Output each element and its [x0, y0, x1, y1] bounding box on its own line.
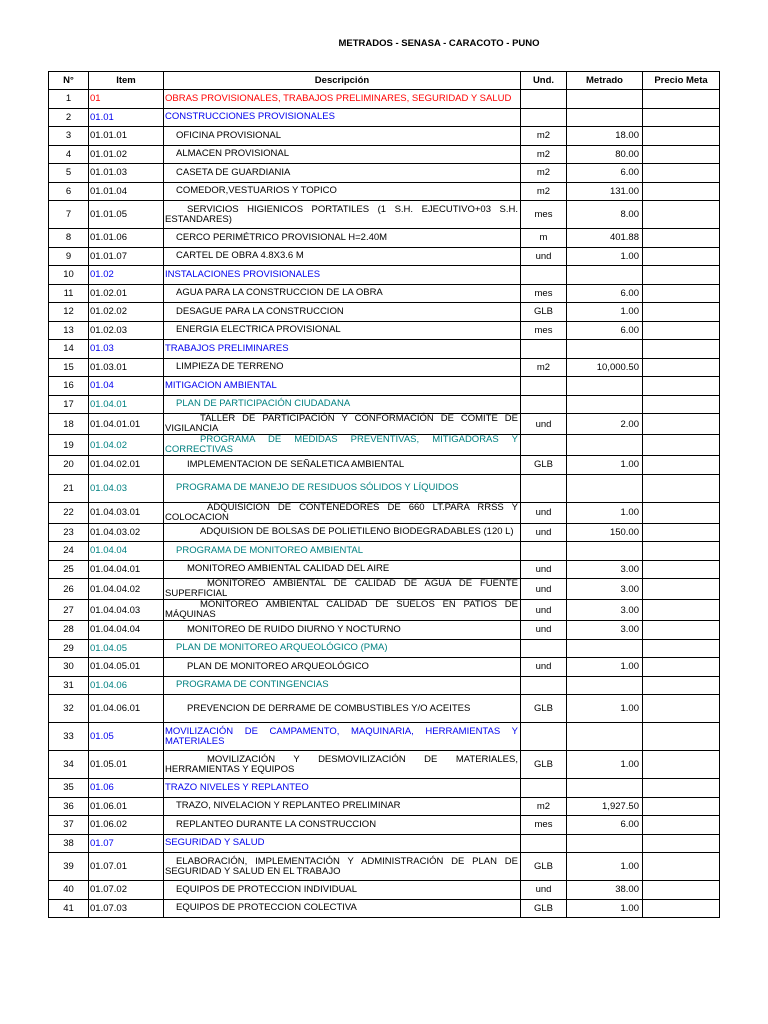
row-metrado	[567, 542, 643, 561]
row-item-code: 01.04.02.01	[89, 456, 164, 475]
row-description: PREVENCION DE DERRAME DE COMBUSTIBLES Y/O ACEITES	[164, 695, 521, 723]
row-description: TRAZO, NIVELACION Y REPLANTEO PRELIMINAR	[164, 797, 521, 816]
row-metrado: 3.00	[567, 560, 643, 579]
row-metrado: 3.00	[567, 579, 643, 600]
row-metrado: 6.00	[567, 321, 643, 340]
row-precio-meta	[643, 639, 720, 658]
row-item-code: 01.04.01.01	[89, 414, 164, 435]
row-metrado	[567, 435, 643, 456]
row-unit	[521, 834, 567, 853]
row-precio-meta	[643, 816, 720, 835]
row-description: ENERGIA ELECTRICA PROVISIONAL	[164, 321, 521, 340]
table-row	[49, 474, 720, 502]
row-number: 19	[49, 435, 89, 456]
row-precio-meta	[643, 358, 720, 377]
row-precio-meta	[643, 377, 720, 396]
row-description: PROGRAMA DE MEDIDAS PREVENTIVAS, MITIGADORAS Y CORRECTIVAS	[164, 435, 521, 456]
table-row	[49, 395, 720, 414]
row-number: 6	[49, 182, 89, 201]
row-number: 36	[49, 797, 89, 816]
row-number: 7	[49, 201, 89, 229]
table-row	[49, 145, 720, 164]
row-item-code: 01.02.01	[89, 284, 164, 303]
row-number: 16	[49, 377, 89, 396]
row-description: CERCO PERIMÉTRICO PROVISIONAL H=2.40M	[164, 229, 521, 248]
row-precio-meta	[643, 542, 720, 561]
table-row	[49, 542, 720, 561]
row-metrado	[567, 340, 643, 359]
row-precio-meta	[643, 414, 720, 435]
row-item-code: 01.07.02	[89, 881, 164, 900]
row-item-code: 01.01.02	[89, 145, 164, 164]
row-precio-meta	[643, 751, 720, 779]
row-metrado	[567, 779, 643, 798]
row-number: 14	[49, 340, 89, 359]
row-metrado	[567, 474, 643, 502]
row-metrado: 1.00	[567, 695, 643, 723]
table-row	[49, 164, 720, 183]
row-item-code: 01.06.01	[89, 797, 164, 816]
row-description: PLAN DE MONITOREO ARQUEOLÓGICO (PMA)	[164, 639, 521, 658]
row-number: 2	[49, 108, 89, 127]
row-precio-meta	[643, 145, 720, 164]
row-metrado: 18.00	[567, 127, 643, 146]
row-precio-meta	[643, 779, 720, 798]
row-number: 25	[49, 560, 89, 579]
table-row	[49, 797, 720, 816]
row-number: 5	[49, 164, 89, 183]
row-description: INSTALACIONES PROVISIONALES	[164, 266, 521, 285]
row-unit: m2	[521, 358, 567, 377]
table-row	[49, 435, 720, 456]
row-description: MONITOREO AMBIENTAL CALIDAD DE SUELOS EN PATIOS DE MÁQUINAS	[164, 600, 521, 621]
row-number: 35	[49, 779, 89, 798]
row-item-code: 01.01.05	[89, 201, 164, 229]
row-item-code: 01.04.05	[89, 639, 164, 658]
header-precio-meta: Precio Meta	[643, 72, 720, 90]
table-row	[49, 321, 720, 340]
row-metrado: 150.00	[567, 523, 643, 542]
row-unit: und	[521, 600, 567, 621]
row-unit: GLB	[521, 303, 567, 322]
row-item-code: 01.04.03	[89, 474, 164, 502]
row-description: ADQUISICION DE CONTENEDORES DE 660 LT.PARA RRSS Y COLOCACION	[164, 502, 521, 523]
row-metrado: 8.00	[567, 201, 643, 229]
table-row	[49, 881, 720, 900]
row-item-code: 01.03.01	[89, 358, 164, 377]
row-unit	[521, 90, 567, 109]
row-unit	[521, 779, 567, 798]
row-unit: und	[521, 247, 567, 266]
row-description: REPLANTEO DURANTE LA CONSTRUCCION	[164, 816, 521, 835]
row-number: 20	[49, 456, 89, 475]
table-row	[49, 779, 720, 798]
row-precio-meta	[643, 395, 720, 414]
row-number: 18	[49, 414, 89, 435]
row-number: 12	[49, 303, 89, 322]
row-precio-meta	[643, 90, 720, 109]
row-item-code: 01.06.02	[89, 816, 164, 835]
row-number: 39	[49, 853, 89, 881]
row-item-code: 01.04.03.01	[89, 502, 164, 523]
table-row	[49, 340, 720, 359]
row-item-code: 01.04.04.02	[89, 579, 164, 600]
row-number: 21	[49, 474, 89, 502]
row-unit: und	[521, 881, 567, 900]
row-metrado: 6.00	[567, 816, 643, 835]
row-metrado: 1.00	[567, 853, 643, 881]
row-description: MONITOREO DE RUIDO DIURNO Y NOCTURNO	[164, 621, 521, 640]
row-number: 32	[49, 695, 89, 723]
row-item-code: 01.02.02	[89, 303, 164, 322]
row-unit: GLB	[521, 695, 567, 723]
row-metrado	[567, 834, 643, 853]
table-row	[49, 284, 720, 303]
table-row	[49, 377, 720, 396]
row-number: 9	[49, 247, 89, 266]
row-number: 37	[49, 816, 89, 835]
row-item-code: 01.01.03	[89, 164, 164, 183]
row-description: MITIGACION AMBIENTAL	[164, 377, 521, 396]
row-precio-meta	[643, 723, 720, 751]
table-row	[49, 90, 720, 109]
row-unit: mes	[521, 284, 567, 303]
row-unit: und	[521, 579, 567, 600]
table-row	[49, 816, 720, 835]
row-metrado: 1,927.50	[567, 797, 643, 816]
row-precio-meta	[643, 435, 720, 456]
table-row	[49, 600, 720, 621]
table-row	[49, 358, 720, 377]
row-precio-meta	[643, 321, 720, 340]
row-number: 31	[49, 676, 89, 695]
row-precio-meta	[643, 164, 720, 183]
row-precio-meta	[643, 266, 720, 285]
row-description: OFICINA PROVISIONAL	[164, 127, 521, 146]
row-number: 33	[49, 723, 89, 751]
table-row	[49, 723, 720, 751]
row-precio-meta	[643, 899, 720, 918]
page-title: METRADOS - SENASA - CARACOTO - PUNO	[338, 38, 540, 49]
row-number: 29	[49, 639, 89, 658]
row-precio-meta	[643, 523, 720, 542]
row-unit: GLB	[521, 899, 567, 918]
row-number: 26	[49, 579, 89, 600]
row-metrado: 6.00	[567, 164, 643, 183]
row-unit	[521, 266, 567, 285]
header-metrado: Metrado	[567, 72, 643, 90]
row-item-code: 01.01.01	[89, 127, 164, 146]
row-description: OBRAS PROVISIONALES, TRABAJOS PRELIMINARES, SEGURIDAD Y SALUD	[164, 90, 521, 109]
row-precio-meta	[643, 182, 720, 201]
row-description: LIMPIEZA DE TERRENO	[164, 358, 521, 377]
table-row	[49, 182, 720, 201]
row-number: 41	[49, 899, 89, 918]
row-number: 28	[49, 621, 89, 640]
row-unit	[521, 395, 567, 414]
row-item-code: 01.04.02	[89, 435, 164, 456]
row-metrado: 401.88	[567, 229, 643, 248]
row-precio-meta	[643, 127, 720, 146]
row-number: 23	[49, 523, 89, 542]
row-number: 11	[49, 284, 89, 303]
row-unit: und	[521, 560, 567, 579]
row-precio-meta	[643, 834, 720, 853]
table-row	[49, 266, 720, 285]
row-description: TALLER DE PARTICIPACIÓN Y CONFORMACIÓN DE COMITÉ DE VIGILANCIA	[164, 414, 521, 435]
table-row	[49, 108, 720, 127]
row-metrado: 1.00	[567, 456, 643, 475]
row-metrado: 1.00	[567, 658, 643, 677]
row-number: 17	[49, 395, 89, 414]
table-body	[49, 90, 720, 918]
row-metrado	[567, 108, 643, 127]
row-metrado: 6.00	[567, 284, 643, 303]
row-metrado: 10,000.50	[567, 358, 643, 377]
row-precio-meta	[643, 797, 720, 816]
row-description: EQUIPOS DE PROTECCION INDIVIDUAL	[164, 881, 521, 900]
row-number: 10	[49, 266, 89, 285]
row-precio-meta	[643, 881, 720, 900]
row-unit: GLB	[521, 853, 567, 881]
row-unit	[521, 340, 567, 359]
row-number: 3	[49, 127, 89, 146]
row-number: 8	[49, 229, 89, 248]
row-description: COMEDOR,VESTUARIOS Y TOPICO	[164, 182, 521, 201]
row-description: IMPLEMENTACION DE SEÑALETICA AMBIENTAL	[164, 456, 521, 475]
row-precio-meta	[643, 600, 720, 621]
row-unit: mes	[521, 201, 567, 229]
table-row	[49, 523, 720, 542]
row-precio-meta	[643, 621, 720, 640]
row-number: 27	[49, 600, 89, 621]
table-row	[49, 834, 720, 853]
table-row	[49, 229, 720, 248]
table-row	[49, 676, 720, 695]
row-item-code: 01.06	[89, 779, 164, 798]
row-description: MONITOREO AMBIENTAL CALIDAD DEL AIRE	[164, 560, 521, 579]
row-unit: und	[521, 621, 567, 640]
row-precio-meta	[643, 229, 720, 248]
row-description: ALMACEN PROVISIONAL	[164, 145, 521, 164]
row-number: 30	[49, 658, 89, 677]
row-item-code: 01.04.03.02	[89, 523, 164, 542]
row-item-code: 01.05.01	[89, 751, 164, 779]
row-item-code: 01.02.03	[89, 321, 164, 340]
row-precio-meta	[643, 303, 720, 322]
row-metrado: 38.00	[567, 881, 643, 900]
row-number: 38	[49, 834, 89, 853]
row-unit	[521, 474, 567, 502]
row-item-code: 01.07	[89, 834, 164, 853]
row-metrado: 1.00	[567, 303, 643, 322]
row-description: ADQUISION DE BOLSAS DE POLIETILENO BIODEGRADABLES (120 L)	[164, 523, 521, 542]
table-row	[49, 853, 720, 881]
header-unit: Und.	[521, 72, 567, 90]
metrados-table	[48, 71, 720, 918]
header-item: Item	[89, 72, 164, 90]
row-description: TRAZO NIVELES Y REPLANTEO	[164, 779, 521, 798]
row-item-code: 01.01.04	[89, 182, 164, 201]
table-row	[49, 751, 720, 779]
row-unit	[521, 639, 567, 658]
row-precio-meta	[643, 502, 720, 523]
row-metrado: 1.00	[567, 899, 643, 918]
table-row	[49, 247, 720, 266]
row-precio-meta	[643, 340, 720, 359]
table-row	[49, 579, 720, 600]
row-unit	[521, 108, 567, 127]
row-item-code: 01.01.07	[89, 247, 164, 266]
table-row	[49, 560, 720, 579]
row-item-code: 01.02	[89, 266, 164, 285]
row-unit: mes	[521, 321, 567, 340]
table-row	[49, 414, 720, 435]
row-description: PLAN DE PARTICIPACIÓN CIUDADANA	[164, 395, 521, 414]
row-number: 13	[49, 321, 89, 340]
table-row	[49, 639, 720, 658]
row-unit	[521, 723, 567, 751]
row-description: DESAGUE PARA LA CONSTRUCCION	[164, 303, 521, 322]
row-item-code: 01.03	[89, 340, 164, 359]
header-description: Descripción	[164, 72, 521, 90]
row-description: MOVILIZACIÓN Y DESMOVILIZACIÓN DE MATERIALES, HERRAMIENTAS Y EQUIPOS	[164, 751, 521, 779]
row-unit	[521, 676, 567, 695]
row-description: ELABORACIÓN, IMPLEMENTACIÓN Y ADMINISTRACIÓN DE PLAN DE SEGURIDAD Y SALUD EN EL TRABAJO	[164, 853, 521, 881]
row-precio-meta	[643, 474, 720, 502]
row-description: SEGURIDAD Y SALUD	[164, 834, 521, 853]
row-unit: m2	[521, 145, 567, 164]
row-item-code: 01.05	[89, 723, 164, 751]
row-metrado: 1.00	[567, 751, 643, 779]
row-unit: und	[521, 658, 567, 677]
row-metrado	[567, 676, 643, 695]
row-unit: GLB	[521, 751, 567, 779]
row-description: PROGRAMA DE CONTINGENCIAS	[164, 676, 521, 695]
row-unit: m2	[521, 164, 567, 183]
row-description: CARTEL DE OBRA 4.8X3.6 M	[164, 247, 521, 266]
row-number: 4	[49, 145, 89, 164]
row-item-code: 01.04.04.01	[89, 560, 164, 579]
row-precio-meta	[643, 560, 720, 579]
row-metrado	[567, 395, 643, 414]
row-precio-meta	[643, 284, 720, 303]
row-description: CASETA DE GUARDIANIA	[164, 164, 521, 183]
row-metrado: 1.00	[567, 247, 643, 266]
table-row	[49, 658, 720, 677]
row-number: 22	[49, 502, 89, 523]
row-unit	[521, 542, 567, 561]
row-unit: m2	[521, 797, 567, 816]
row-unit: und	[521, 414, 567, 435]
table-row	[49, 621, 720, 640]
row-unit: mes	[521, 816, 567, 835]
row-item-code: 01.04.06	[89, 676, 164, 695]
table-row	[49, 695, 720, 723]
row-metrado	[567, 377, 643, 396]
row-metrado	[567, 723, 643, 751]
row-number: 40	[49, 881, 89, 900]
row-item-code: 01.07.01	[89, 853, 164, 881]
row-precio-meta	[643, 201, 720, 229]
row-metrado: 80.00	[567, 145, 643, 164]
header-row	[49, 72, 720, 90]
row-item-code: 01.04.04.04	[89, 621, 164, 640]
row-description: MONITOREO AMBIENTAL DE CALIDAD DE AGUA DE FUENTE SUPERFICIAL	[164, 579, 521, 600]
row-precio-meta	[643, 658, 720, 677]
row-metrado: 131.00	[567, 182, 643, 201]
row-precio-meta	[643, 108, 720, 127]
header-number: N°	[49, 72, 89, 90]
row-item-code: 01.04	[89, 377, 164, 396]
table-row	[49, 303, 720, 322]
row-precio-meta	[643, 579, 720, 600]
row-unit: und	[521, 502, 567, 523]
row-metrado: 3.00	[567, 621, 643, 640]
row-unit: und	[521, 523, 567, 542]
row-description: TRABAJOS PRELIMINARES	[164, 340, 521, 359]
row-unit: m2	[521, 182, 567, 201]
row-unit: m2	[521, 127, 567, 146]
row-number: 15	[49, 358, 89, 377]
table-row	[49, 456, 720, 475]
row-precio-meta	[643, 247, 720, 266]
table-row	[49, 899, 720, 918]
table-row	[49, 127, 720, 146]
table-row	[49, 201, 720, 229]
row-metrado: 1.00	[567, 502, 643, 523]
row-metrado	[567, 90, 643, 109]
row-unit: GLB	[521, 456, 567, 475]
row-item-code: 01.04.04.03	[89, 600, 164, 621]
row-item-code: 01.07.03	[89, 899, 164, 918]
row-item-code: 01.04.04	[89, 542, 164, 561]
row-metrado	[567, 639, 643, 658]
row-description: PLAN DE MONITOREO ARQUEOLÓGICO	[164, 658, 521, 677]
row-item-code: 01.04.01	[89, 395, 164, 414]
row-unit: m	[521, 229, 567, 248]
row-number: 24	[49, 542, 89, 561]
row-item-code: 01	[89, 90, 164, 109]
row-precio-meta	[643, 676, 720, 695]
row-unit	[521, 435, 567, 456]
row-description: MOVILIZACIÓN DE CAMPAMENTO, MAQUINARIA, HERRAMIENTAS Y MATERIALES	[164, 723, 521, 751]
row-metrado: 3.00	[567, 600, 643, 621]
row-description: SERVICIOS HIGIENICOS PORTATILES (1 S.H. EJECUTIVO+03 S.H. ESTANDARES)	[164, 201, 521, 229]
row-item-code: 01.04.05.01	[89, 658, 164, 677]
row-number: 1	[49, 90, 89, 109]
row-description: PROGRAMA DE MONITOREO AMBIENTAL	[164, 542, 521, 561]
row-item-code: 01.04.06.01	[89, 695, 164, 723]
row-item-code: 01.01	[89, 108, 164, 127]
row-description: AGUA PARA LA CONSTRUCCION DE LA OBRA	[164, 284, 521, 303]
row-unit	[521, 377, 567, 396]
row-precio-meta	[643, 456, 720, 475]
row-metrado	[567, 266, 643, 285]
row-number: 34	[49, 751, 89, 779]
row-description: EQUIPOS DE PROTECCION COLECTIVA	[164, 899, 521, 918]
row-description: PROGRAMA DE MANEJO DE RESIDUOS SÓLIDOS Y LÍQUIDOS	[164, 474, 521, 502]
row-description: CONSTRUCCIONES PROVISIONALES	[164, 108, 521, 127]
row-precio-meta	[643, 853, 720, 881]
table-row	[49, 502, 720, 523]
row-item-code: 01.01.06	[89, 229, 164, 248]
row-metrado: 2.00	[567, 414, 643, 435]
row-precio-meta	[643, 695, 720, 723]
